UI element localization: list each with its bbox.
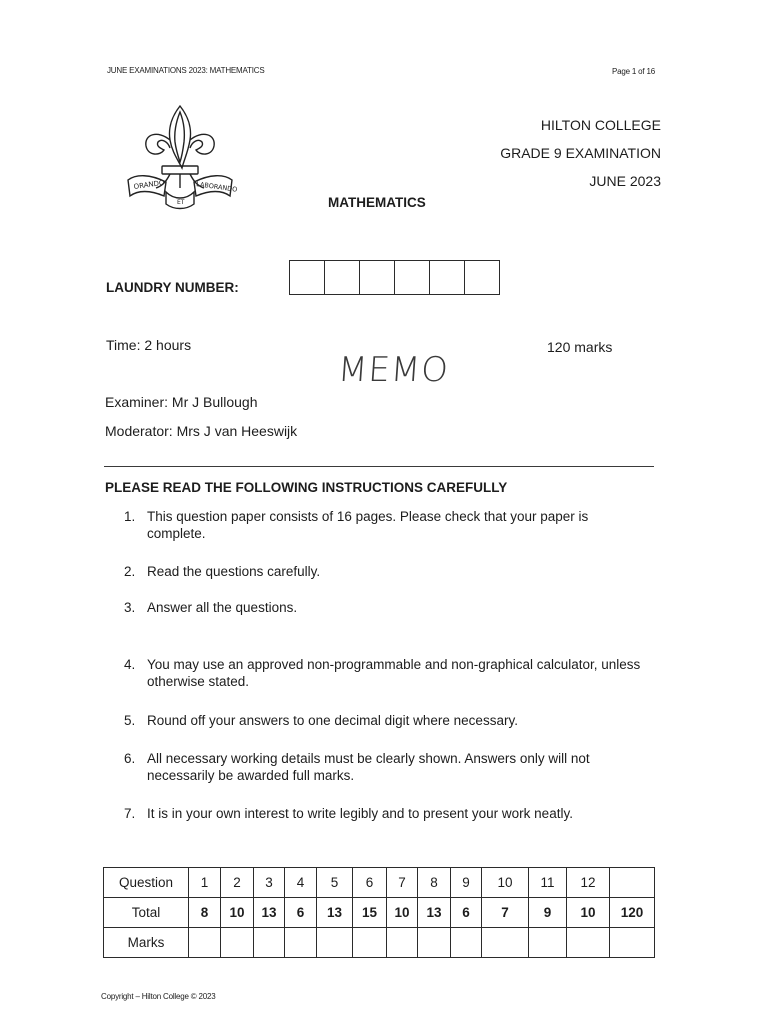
question-number: 4 [285,868,317,898]
question-total: 13 [254,898,285,928]
instruction-text: All necessary working details must be clearly shown. Answers only will not necessarily be awarded full marks. [147,751,590,783]
marks-table [103,867,655,958]
question-total: 6 [285,898,317,928]
school-name: HILTON COLLEGE [540,117,661,133]
question-number: 12 [567,868,610,898]
question-total: 9 [529,898,567,928]
instruction-number: 1. [124,509,136,524]
question-total: 10 [567,898,610,928]
instruction-item [124,599,644,616]
row-label: Question [104,868,189,898]
laundry-number-boxes[interactable] [289,260,500,295]
marks-cell[interactable] [610,928,655,958]
instruction-number: 2. [124,564,136,579]
instructions-title: PLEASE READ THE FOLLOWING INSTRUCTIONS CAREFULLY [105,480,508,495]
instruction-item [124,508,644,542]
marks-cell[interactable] [221,928,254,958]
question-number: 1 [189,868,221,898]
marks-cell[interactable] [567,928,610,958]
laundry-digit-box[interactable] [360,261,395,294]
row-label: Marks [104,928,189,958]
marks-cell[interactable] [529,928,567,958]
total-marks: 120 marks [547,339,613,355]
laundry-digit-box[interactable] [325,261,360,294]
marks-cell[interactable] [451,928,482,958]
laundry-number-label: LAUNDRY NUMBER: [106,280,239,295]
instruction-item [124,712,644,729]
school-info [500,111,661,195]
marks-cell[interactable] [353,928,387,958]
question-number: 5 [317,868,353,898]
row-label: Total [104,898,189,928]
instruction-number: 6. [124,751,136,766]
exam-title: GRADE 9 EXAMINATION [500,145,661,161]
question-total: 7 [482,898,529,928]
moderator: Moderator: Mrs J van Heeswijk [105,423,298,439]
examiner: Examiner: Mr J Bullough [105,394,258,410]
marks-cell[interactable] [387,928,418,958]
instruction-number: 4. [124,657,136,672]
divider [104,466,654,467]
question-number: 7 [387,868,418,898]
laundry-digit-box[interactable] [465,261,499,294]
laundry-digit-box[interactable] [290,261,325,294]
instruction-item [124,805,644,822]
instruction-text: Answer all the questions. [147,600,298,615]
instruction-number: 5. [124,713,136,728]
laundry-digit-box[interactable] [430,261,465,294]
page-number: Page 1 of 16 [612,67,655,76]
school-crest-logo [122,100,262,216]
question-total: 15 [353,898,387,928]
instruction-number: 7. [124,806,136,821]
question-number: 8 [418,868,451,898]
question-number: 10 [482,868,529,898]
marks-cell[interactable] [189,928,221,958]
marks-cell[interactable] [482,928,529,958]
motto-center: ET [177,199,185,206]
question-number: 3 [254,868,285,898]
instruction-item [124,563,644,580]
instruction-text: You may use an approved non-programmable and non-graphical calculator, unless otherwise stated. [147,657,641,689]
instruction-number: 3. [124,600,136,615]
marks-cell[interactable] [285,928,317,958]
marks-cell[interactable] [254,928,285,958]
marks-cell[interactable] [317,928,353,958]
motto-left: ORANDO [133,178,165,191]
question-total: 10 [387,898,418,928]
question-total: 6 [451,898,482,928]
instruction-text: This question paper consists of 16 pages. Please check that your paper is complete. [147,509,589,541]
question-total: 10 [221,898,254,928]
instruction-text: It is in your own interest to write legibly and to present your work neatly. [147,806,573,821]
question-number [610,868,655,898]
question-number: 6 [353,868,387,898]
subject-title: MATHEMATICS [328,195,426,210]
question-total: 8 [189,898,221,928]
copyright-footer: Copyright – Hilton College © 2023 [101,992,216,1001]
table-row-totals [104,898,655,928]
memo-handwriting: MEMO [336,350,451,390]
instruction-item [124,750,644,784]
instruction-text: Round off your answers to one decimal digit where necessary. [147,713,518,728]
question-number: 9 [451,868,482,898]
question-number: 2 [221,868,254,898]
marks-cell[interactable] [418,928,451,958]
grand-total: 120 [610,898,655,928]
instruction-text: Read the questions carefully. [147,564,321,579]
motto-right: LABORANDO [195,180,238,194]
laundry-digit-box[interactable] [395,261,430,294]
table-row-questions [104,868,655,898]
table-row-marks [104,928,655,958]
question-number: 11 [529,868,567,898]
question-total: 13 [418,898,451,928]
running-header: JUNE EXAMINATIONS 2023: MATHEMATICS [107,66,265,75]
instruction-item [124,656,644,690]
exam-duration: Time: 2 hours [106,337,192,353]
exam-date: JUNE 2023 [589,173,661,189]
question-total: 13 [317,898,353,928]
